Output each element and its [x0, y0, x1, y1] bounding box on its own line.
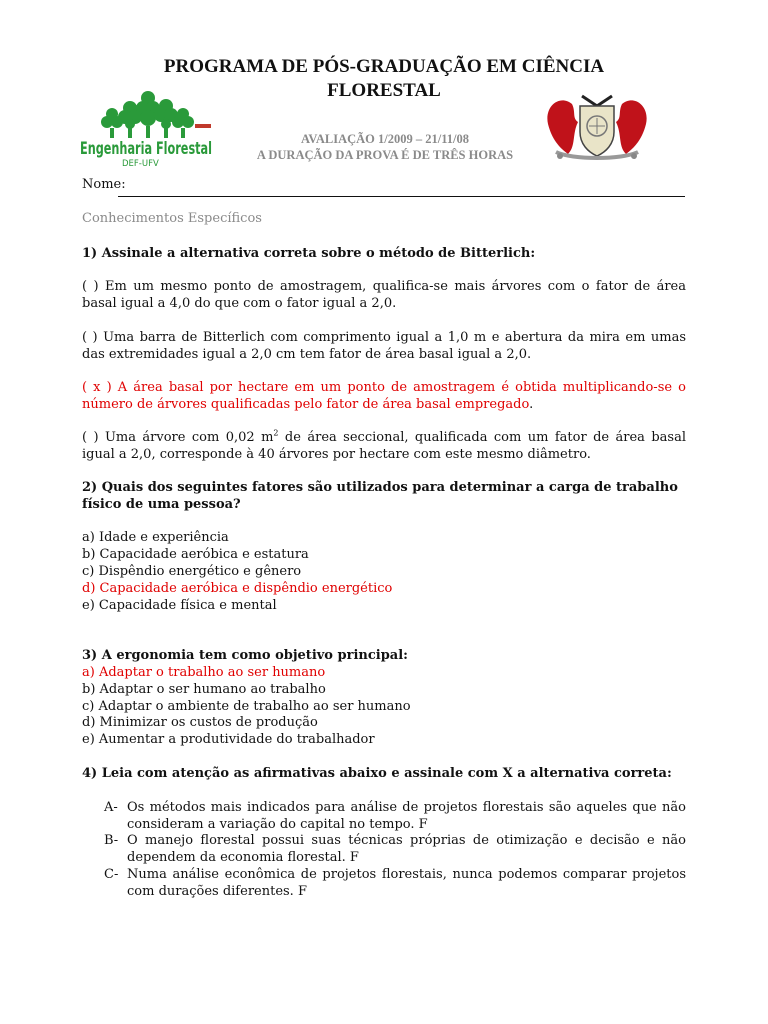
q2-option-a[interactable]: a) Idade e experiência: [82, 530, 229, 545]
logo-subtext: DEF-UFV: [122, 159, 159, 169]
name-label: Nome:: [82, 177, 126, 192]
q2-option-c[interactable]: c) Dispêndio energético e gênero: [82, 564, 302, 579]
q1-option-3-answer: ( x ) A área basal por hectare em um ponto de amostragem é obtida multiplicando-se o número de árvores qualificadas pelo fator de área basal empregado: [82, 380, 686, 412]
question-3: 3) A ergonomia tem como objetivo principal:: [82, 648, 408, 663]
question-1: 1) Assinale a alternativa correta sobre o método de Bitterlich:: [82, 246, 536, 261]
q2-option-d[interactable]: d) Capacidade aeróbica e dispêndio energético: [82, 581, 393, 596]
q2-option-b[interactable]: b) Capacidade aeróbica e estatura: [82, 547, 309, 562]
q1-option-1[interactable]: ( ) Em um mesmo ponto de amostragem, qualifica-se mais árvores com o fator de área basal igual a 4,0 do que com o fator igual a 2,0.: [82, 279, 686, 311]
q4-item-b[interactable]: B- O manejo florestal possui suas técnicas próprias de otimização e decisão e não dependem da economia florestal. F: [104, 833, 686, 865]
q3-option-b[interactable]: b) Adaptar o ser humano ao trabalho: [82, 682, 326, 697]
logo-text: Engenharia Florestal: [80, 139, 212, 159]
q4-item-c[interactable]: C- Numa análise econômica de projetos florestais, nunca podemos comparar projetos com durações diferentes. F: [104, 867, 686, 899]
q3-option-e[interactable]: e) Aumentar a produtividade do trabalhador: [82, 732, 375, 747]
university-crest-icon: [542, 90, 652, 162]
name-field-line[interactable]: [118, 196, 685, 197]
evaluation-date: AVALIAÇÃO 1/2009 – 21/11/08: [301, 132, 469, 146]
q3-option-c[interactable]: c) Adaptar o ambiente de trabalho ao ser humano: [82, 699, 411, 714]
section-title: Conhecimentos Específicos: [82, 211, 262, 226]
q2-option-e[interactable]: e) Capacidade física e mental: [82, 598, 277, 613]
q1-option-2[interactable]: ( ) Uma barra de Bitterlich com comprimento igual a 1,0 m e abertura da mira em umas das extremidades igual a 2,0 cm tem fator de área basal igual a 2,0.: [82, 330, 686, 362]
question-4: 4) Leia com atenção as afirmativas abaixo e assinale com X a alternativa correta:: [82, 766, 672, 781]
q1-option-3[interactable]: ( x ) A área basal por hectare em um ponto de amostragem é obtida multiplicando-se o número de árvores qualificadas pelo fator de área basal empregado.: [82, 380, 686, 412]
q3-option-a[interactable]: a) Adaptar o trabalho ao ser humano: [82, 665, 326, 680]
q1-option-4[interactable]: ( ) Uma árvore com 0,02 $m^2$ de área seccional, qualificada com um fator de área basal igual a 2,0, corresponde à 40 árvores por hectare com este mesmo diâmetro.: [82, 428, 686, 462]
program-title-line2: FLORESTAL: [327, 80, 441, 101]
q3-option-d[interactable]: d) Minimizar os custos de produção: [82, 715, 318, 730]
question-2: 2) Quais dos seguintes fatores são utilizados para determinar a carga de trabalho físico de uma pessoa?: [82, 480, 678, 512]
engenharia-florestal-logo-icon: [80, 84, 215, 168]
evaluation-duration: A DURAÇÃO DA PROVA É DE TRÊS HORAS: [256, 148, 514, 162]
q4-item-a[interactable]: A- Os métodos mais indicados para análise de projetos florestais são aqueles que não consideram a variação do capital no tempo. F: [104, 800, 686, 832]
program-title-line1: PROGRAMA DE PÓS-GRADUAÇÃO EM CIÊNCIA: [163, 56, 605, 77]
